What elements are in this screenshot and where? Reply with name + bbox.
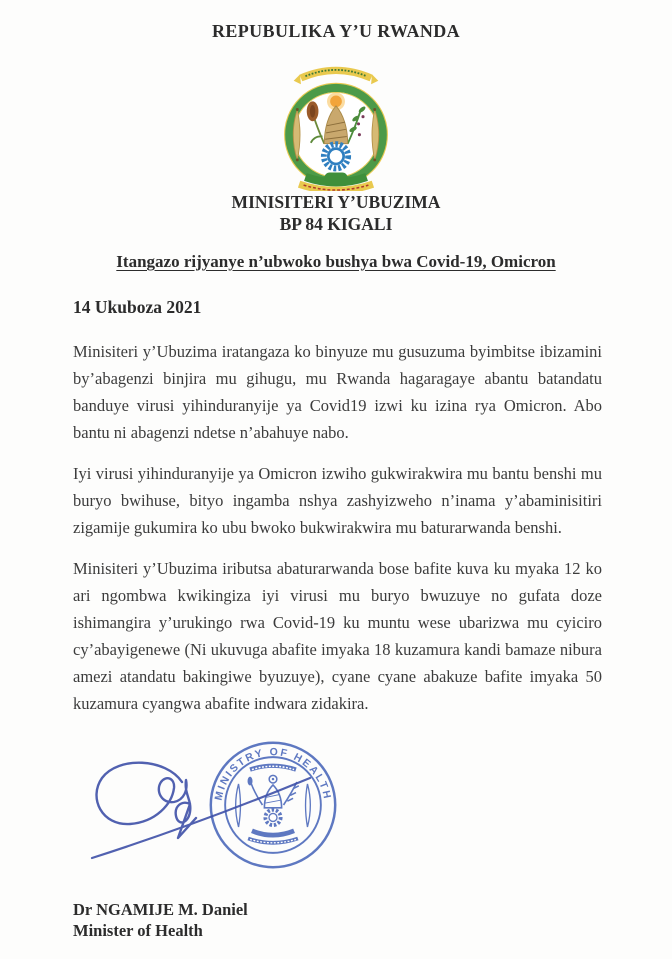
emblem-top-ribbon xyxy=(294,70,379,84)
signer-title: Minister of Health xyxy=(73,921,203,940)
stamp-text: MINISTRY OF HEALTH xyxy=(212,746,334,802)
republic-title: REPUBULIKA Y’U RWANDA xyxy=(211,21,461,41)
rwanda-coat-of-arms-icon xyxy=(273,55,399,191)
signature-icon xyxy=(78,742,323,867)
paragraph-3: Minisiteri y’Ubuzima iributsa abaturarwanda bose bafite kuva ku myaka 12 ko ari ngombwa kwikingiza iyi virusi mu buryo bwuzuye no gufata doze ishimangira y’urukingo rwa Covid-19 ku muntu wese ubarizwa mu cyiciro cy’abayigenewe (Ni ukuvuga abafite imyaka 18 kuzamura kandi bamaze nibura amezi atandatu bakingiwe byuzuye), cyane cyane abakuze bafite imyaka 50 kuzamura cyangwa abafite indwara zidakira. xyxy=(73,559,602,713)
ministry-address: BP 84 KIGALI xyxy=(279,214,393,234)
signer-name: Dr NGAMIJE M. Daniel xyxy=(73,900,248,919)
letter-date: 14 Ukuboza 2021 xyxy=(73,297,202,317)
letter-body xyxy=(73,338,602,731)
paragraph-2: Iyi virusi yihinduranyije ya Omicron izwiho gukwirakwira mu bantu benshi mu buryo bwihuse, bityo ingamba nshya zashyizweho n’inama y’abaminisitiri zigamije gukumira ko ubu bwoko bukwirakwira mu baturarwanda benshi. xyxy=(73,464,602,537)
rwanda-coat-of-arms xyxy=(273,55,399,191)
paragraph-1: Minisiteri y’Ubuzima iratangaza ko binyuze mu gusuzuma byimbitse ibizamini by’abagenzi binjira mu gihugu, mu Rwanda hagaragaye abantu batandatu banduye virusi yihinduranyije ya Covid19 izwi ku izina rya Omicron. Abo bantu ni abagenzi ndetse n’abahuye nabo. xyxy=(73,342,602,442)
ministry-name: MINISITERI Y’UBUZIMA xyxy=(231,192,441,212)
cog-wheel-icon xyxy=(324,144,348,168)
handwritten-signature xyxy=(78,742,323,867)
letter-title: Itangazo rijyanye n’ubwoko bushya bwa Covid-19, Omicron xyxy=(116,252,556,271)
signer-block xyxy=(73,899,248,941)
